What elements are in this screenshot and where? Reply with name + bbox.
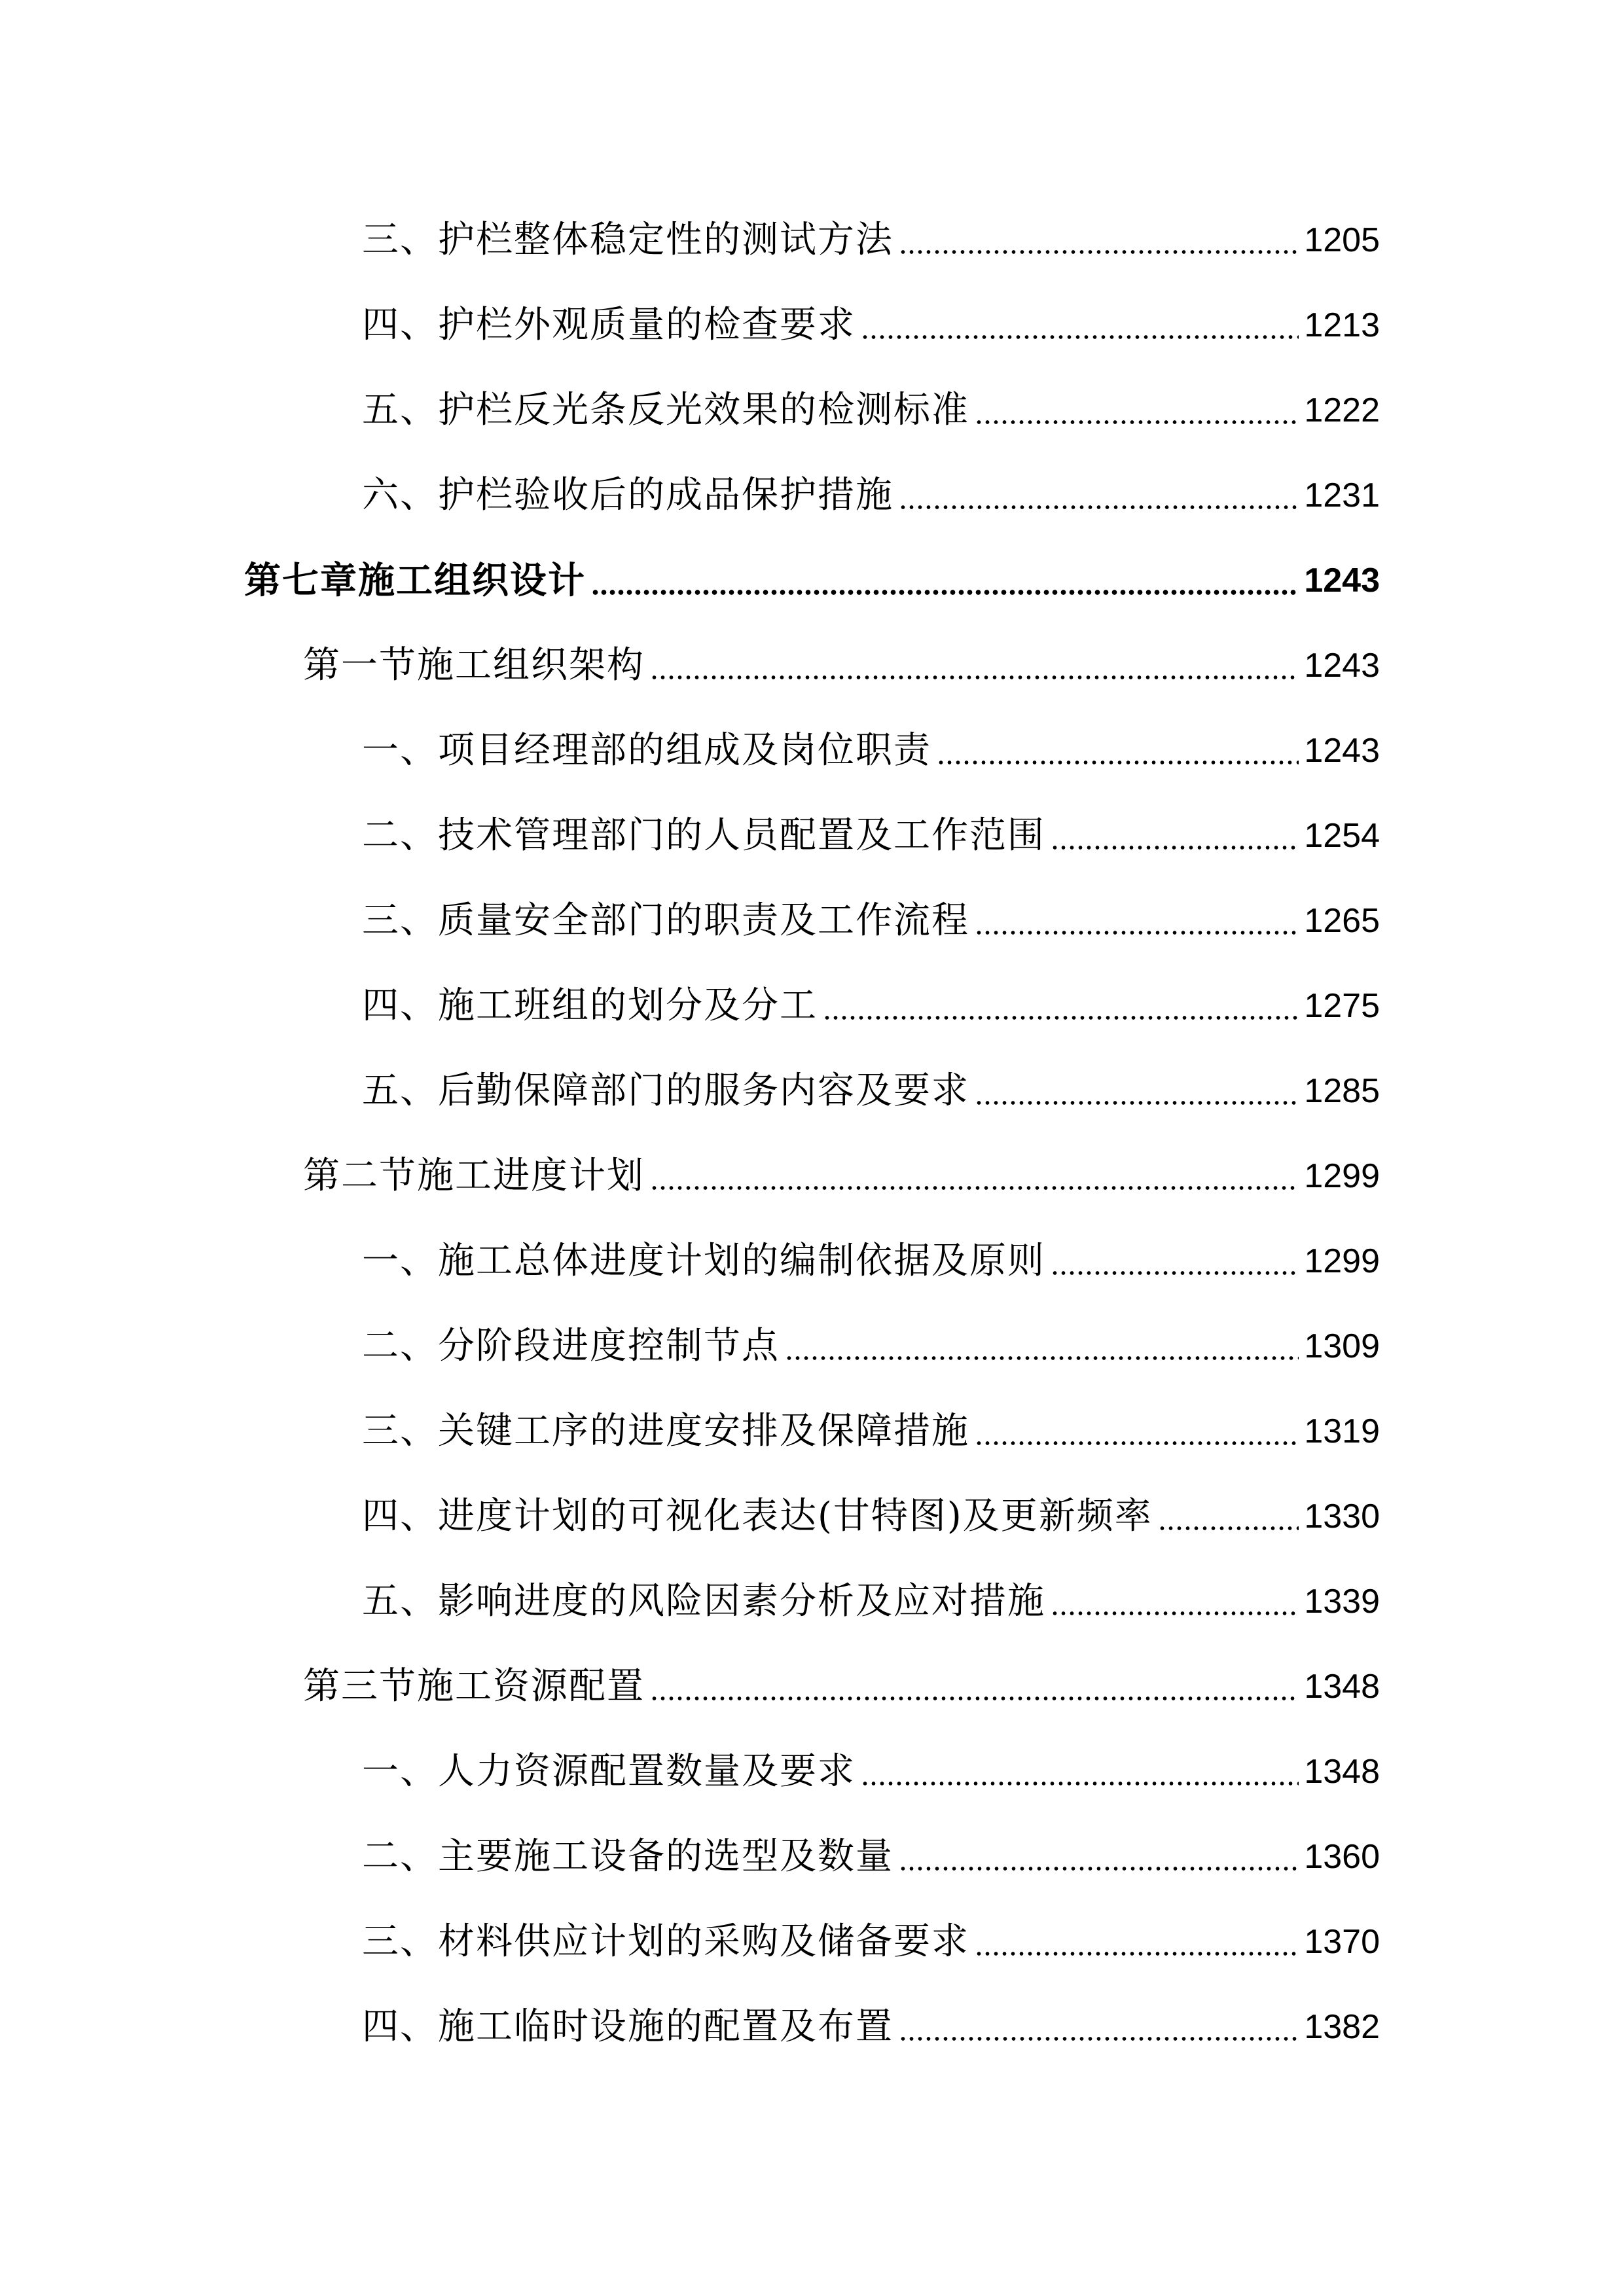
toc-entry[interactable]	[362, 1395, 1380, 1467]
toc-entry-page: 1231	[1304, 476, 1380, 514]
toc-entry-title: 五、后勤保障部门的服务内容及要求	[362, 1069, 969, 1112]
toc-entry-page: 1205	[1304, 221, 1380, 259]
toc-entry-page: 1285	[1304, 1072, 1380, 1110]
toc-dot-leader	[899, 505, 1299, 510]
toc-section-entry[interactable]	[303, 1140, 1380, 1212]
toc-dot-leader	[975, 1100, 1299, 1105]
toc-entry-page: 1319	[1304, 1412, 1380, 1450]
toc-dot-leader	[823, 1015, 1299, 1020]
toc-entry-page: 1348	[1304, 1753, 1380, 1791]
toc-section-entry[interactable]	[303, 630, 1380, 702]
toc-entry-title: 第一节施工组织架构	[303, 644, 645, 687]
toc-entry-title: 四、施工班组的划分及分工	[362, 984, 818, 1027]
toc-entry-page: 1222	[1304, 391, 1380, 429]
toc-entry[interactable]	[362, 459, 1380, 531]
toc-entry-title: 四、进度计划的可视化表达(甘特图)及更新频率	[362, 1495, 1153, 1537]
toc-entry-page: 1275	[1304, 987, 1380, 1025]
toc-entry-title: 五、影响进度的风险因素分析及应对措施	[362, 1580, 1045, 1623]
toc-dot-leader	[975, 1441, 1299, 1446]
toc-entry[interactable]	[362, 1225, 1380, 1297]
toc-dot-leader	[975, 420, 1299, 425]
toc-entry-page: 1330	[1304, 1498, 1380, 1535]
toc-entry[interactable]	[362, 1906, 1380, 1978]
toc-entry[interactable]	[362, 204, 1380, 276]
toc-entry-page: 1243	[1304, 647, 1380, 685]
toc-entry-title: 第七章施工组织设计	[244, 559, 586, 602]
toc-entry-page: 1348	[1304, 1668, 1380, 1706]
toc-entry-page: 1243	[1304, 732, 1380, 770]
toc-entry-title: 一、施工总体进度计划的编制依据及原则	[362, 1240, 1045, 1282]
toc-entry-title: 第三节施工资源配置	[303, 1665, 645, 1708]
toc-entry-page: 1254	[1304, 817, 1380, 855]
toc-dot-leader	[650, 675, 1299, 680]
toc-entry-title: 三、护栏整体稳定性的测试方法	[362, 219, 893, 261]
toc-entry[interactable]	[362, 1736, 1380, 1808]
toc-entry-page: 1382	[1304, 2008, 1380, 2046]
toc-entry-title: 二、技术管理部门的人员配置及工作范围	[362, 814, 1045, 857]
toc-dot-leader	[650, 1696, 1299, 1701]
toc-dot-leader	[591, 590, 1299, 595]
toc-entry[interactable]	[362, 1991, 1380, 2063]
toc-entry-title: 四、护栏外观质量的检查要求	[362, 304, 856, 346]
toc-entry[interactable]	[362, 800, 1380, 872]
toc-entry-page: 1360	[1304, 1838, 1380, 1876]
toc-entry-page: 1309	[1304, 1327, 1380, 1365]
toc-entry-page: 1213	[1304, 306, 1380, 344]
toc-dot-leader	[861, 1781, 1299, 1786]
toc-entry-page: 1299	[1304, 1242, 1380, 1280]
toc-entry-page: 1339	[1304, 1583, 1380, 1621]
toc-entry-page: 1243	[1304, 562, 1380, 600]
toc-dot-leader	[937, 760, 1299, 765]
toc-dot-leader	[650, 1185, 1299, 1191]
toc-entry-title: 六、护栏验收后的成品保护措施	[362, 474, 893, 516]
toc-entry-page: 1299	[1304, 1157, 1380, 1195]
toc-dot-leader	[899, 2036, 1299, 2041]
toc-dot-leader	[899, 1866, 1299, 1871]
toc-dot-leader	[1051, 1270, 1299, 1276]
toc-entry[interactable]	[362, 1566, 1380, 1638]
toc-dot-leader	[785, 1355, 1299, 1361]
toc-entry-title: 三、材料供应计划的采购及储备要求	[362, 1920, 969, 1963]
toc-dot-leader	[1051, 845, 1299, 850]
toc-entry-page: 1265	[1304, 902, 1380, 940]
toc-entry[interactable]	[362, 1310, 1380, 1382]
toc-entry-title: 三、关键工序的进度安排及保障措施	[362, 1410, 969, 1452]
toc-entry-title: 二、主要施工设备的选型及数量	[362, 1835, 893, 1878]
toc-entry-title: 第二节施工进度计划	[303, 1155, 645, 1197]
toc-entry-title: 五、护栏反光条反光效果的检测标准	[362, 389, 969, 431]
toc-dot-leader	[975, 930, 1299, 935]
toc-dot-leader	[861, 334, 1299, 340]
toc-entry[interactable]	[362, 970, 1380, 1042]
toc-dot-leader	[1051, 1611, 1299, 1616]
toc-chapter-entry[interactable]	[244, 545, 1380, 617]
toc-entry[interactable]	[362, 374, 1380, 446]
toc-entry[interactable]	[362, 289, 1380, 361]
toc-entry-page: 1370	[1304, 1923, 1380, 1961]
toc-entry-title: 三、质量安全部门的职责及工作流程	[362, 899, 969, 942]
toc-dot-leader	[899, 249, 1299, 255]
toc-entry-title: 一、项目经理部的组成及岗位职责	[362, 729, 931, 772]
toc-dot-leader	[1158, 1526, 1299, 1531]
toc-entry-title: 一、人力资源配置数量及要求	[362, 1750, 856, 1793]
toc-section-entry[interactable]	[303, 1651, 1380, 1723]
toc-entry-title: 四、施工临时设施的配置及布置	[362, 2005, 893, 2048]
toc-entry[interactable]	[362, 1055, 1380, 1127]
toc-entry[interactable]	[362, 1480, 1380, 1552]
toc-entry[interactable]	[362, 715, 1380, 787]
toc-entry[interactable]	[362, 885, 1380, 957]
toc-entry[interactable]	[362, 1821, 1380, 1893]
toc-dot-leader	[975, 1951, 1299, 1956]
toc-entry-title: 二、分阶段进度控制节点	[362, 1325, 780, 1367]
